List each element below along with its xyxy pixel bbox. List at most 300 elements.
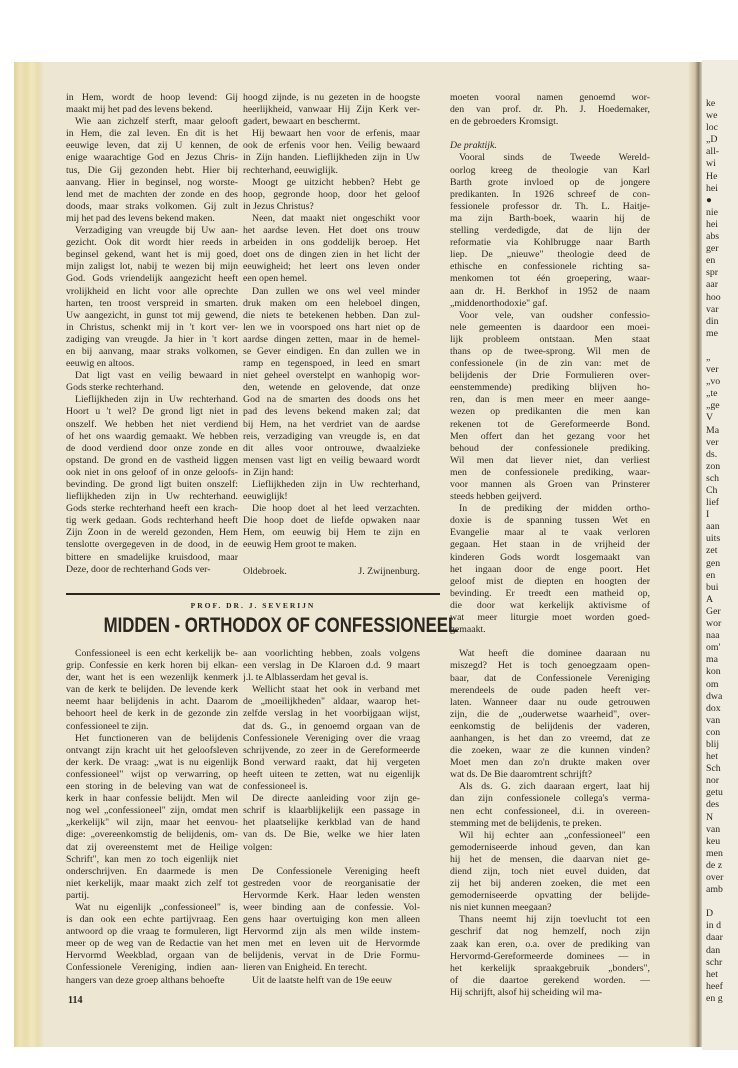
- text-line: tig werk gedaan. Gods rechterhand heeft: [66, 515, 238, 527]
- text-line: confessioneel" wijst op verwarring, op: [66, 768, 238, 780]
- text-line: geloof mist de diepten en hoogten der: [450, 575, 650, 587]
- text-line: gemaakt.: [450, 624, 486, 636]
- next-page-text-fragment: getu: [706, 787, 723, 799]
- next-page-text-fragment: I: [706, 509, 710, 521]
- next-page-text-fragment: hoo: [706, 291, 721, 303]
- text-line: aardse dingen zetten, maar in de hemel-: [243, 333, 420, 345]
- paragraph: [243, 286, 420, 480]
- article2-column-1: [66, 648, 238, 987]
- paragraph: [450, 914, 650, 999]
- next-page-text-fragment: kon: [706, 666, 721, 678]
- text-line: bevinding. Er treedt een matheid op,: [450, 587, 650, 599]
- text-line: Wat nu eigenlijk „confessioneel" is,: [75, 901, 238, 913]
- text-line: weer binding aan de confessie. Vol-: [243, 901, 420, 913]
- paragraph: [450, 830, 650, 915]
- text-line: Hervormde Kerk. Haar leden wensten: [243, 889, 420, 901]
- text-line: dat zij overeenstemt met de Heilige: [66, 841, 238, 853]
- text-line: eeuwig en altoos.: [66, 358, 135, 370]
- text-line: steeds hebben geijverd.: [450, 491, 542, 503]
- text-line: moeten vooral namen genoemd wor-: [450, 92, 650, 103]
- text-line: merendeels de oude paden heeft ver-: [450, 684, 650, 696]
- text-line: fessionele professor dr. Th. L. Haitje-: [450, 200, 650, 212]
- text-line: gemoderniseerde inhoud geven, dan kan: [450, 841, 650, 853]
- text-line: neemt haar belijdenis in acht. Daarom: [66, 696, 238, 708]
- next-page-text-fragment: nor: [706, 775, 720, 787]
- next-page-text-fragment: om': [706, 642, 721, 654]
- text-line: doods, maar straks volkomen. Gij zult: [66, 200, 238, 212]
- text-line: harten, ten troost verspreid in smarten.: [66, 297, 238, 309]
- right-column: [450, 92, 650, 999]
- text-line: eenstemmende) prediking blijven ho-: [450, 382, 650, 394]
- text-line: rekenen tot de Gereformeerde Bond.: [450, 418, 650, 430]
- next-page-text-fragment: amb: [706, 884, 723, 896]
- text-line: aanhangen, is het dan zo vreemd, dat ze: [450, 732, 650, 744]
- text-line: lieflijkheden zijn in Uw rechterhand.: [66, 491, 238, 503]
- next-page-text-fragment: all-: [706, 146, 720, 158]
- text-line: wat meer liturgie moet worden goed-: [450, 612, 650, 624]
- paragraph: [243, 793, 420, 853]
- text-line: der, want het is een wezenlijk kenmerk: [66, 672, 238, 684]
- text-line: gezicht. Ook dit wordt hier reeds in: [66, 237, 238, 249]
- text-line: of die daartoe gerekend worden. —: [450, 974, 650, 986]
- next-page-text-fragment: din: [706, 315, 719, 327]
- next-page-text-fragment: ke: [706, 98, 716, 109]
- next-page-text-fragment: [702, 896, 738, 908]
- text-line: belijdenis, vervat in de Drie Formu-: [243, 950, 420, 962]
- text-line: van ds. De Bie, welke we hier laten: [243, 829, 420, 841]
- text-line: ma zijn Barth-boek, waarin hij de: [450, 212, 650, 224]
- text-line: dan zijn confessionele collega's verma-: [450, 793, 650, 805]
- paragraph: [450, 92, 650, 128]
- page-edges: [14, 62, 44, 1047]
- text-line: gegaan. Het staan in de vrijheid der: [450, 539, 650, 551]
- paragraph: [66, 733, 238, 902]
- next-page-text-fragment: A: [706, 593, 714, 605]
- text-line: Schrift", kan men zo toch eigenlijk niet: [66, 853, 238, 865]
- text-line: lijk probleem ontstaan. Men staat: [450, 333, 650, 345]
- text-line: tenslotte overgegeven in de dood, in de: [66, 539, 238, 551]
- paragraph: [450, 152, 650, 309]
- text-line: Confessionele Vereniging, indien aan-: [66, 962, 238, 974]
- text-line: Barth grote invloed op de jongere: [450, 176, 650, 188]
- text-line: aanvang. Hier in beginsel, nog worste-: [66, 176, 238, 188]
- next-page-text-fragment: loc: [706, 122, 718, 134]
- next-page-text-fragment: in d: [706, 920, 721, 932]
- text-line: Moet men dan zo'n drukte maken over: [450, 757, 650, 769]
- text-line: Hoort u 't wel? De grond ligt niet in: [66, 406, 238, 418]
- text-line: Lieflijkheden zijn in Uw rechterhand,: [252, 479, 420, 490]
- signature-place: Oldebroek.: [243, 566, 287, 577]
- next-page-text-fragment: daar: [706, 932, 723, 944]
- text-line: zaak kan eren, o.a. over de prediking van: [450, 938, 650, 950]
- text-line: Wil hij echter aan „confessioneel" een: [459, 829, 650, 841]
- next-page-text-fragment: naa: [706, 630, 720, 642]
- text-line: miszegd? Het is toch genoegzaam open-: [450, 660, 650, 672]
- article1-column-1: [66, 92, 238, 576]
- text-line: rechterhand, eeuwiglijk.: [243, 164, 338, 176]
- paragraph: [450, 503, 650, 636]
- text-line: De Confessionele Vereniging heeft: [252, 865, 420, 877]
- next-page-text-fragment: abs: [706, 231, 720, 243]
- signature-author: J. Zwijnenburg.: [358, 566, 420, 577]
- paragraph: [243, 503, 420, 551]
- text-line: gestreden voor de reorganisatie der: [243, 877, 420, 889]
- text-line: baar, dat de Confessionele Vereniging: [450, 672, 650, 684]
- text-line: heerlijkheid, vanwaar Hij Zijn Kerk ver-: [243, 104, 420, 116]
- text-line: hoop, gegronde hoop, door het geloof: [243, 188, 420, 200]
- text-line: Die hoop doet de liefde opwaken naar: [243, 515, 420, 527]
- article2-column-2: [243, 648, 420, 987]
- next-page-text-fragment: het: [706, 751, 718, 763]
- text-line: zadiging van vreugde. Ja hier in 't kort: [66, 333, 238, 345]
- text-line: Hervormd zijn als men wilde instem-: [243, 926, 420, 938]
- text-line: hoogd zijnde, is nu gezeten in de hoogste: [243, 92, 420, 103]
- next-page-text-fragment: Ger: [706, 605, 721, 617]
- next-page-text-fragment: Sch: [706, 763, 721, 775]
- text-line: Dat ligt vast en veilig bewaard in: [75, 370, 238, 382]
- text-line: mij het pad des levens bekend maken.: [66, 212, 215, 224]
- text-line: der kerk. De vraag: „wat is nu eigenlijk: [66, 756, 238, 768]
- next-page-text-fragment: con: [706, 726, 721, 738]
- text-line: schrijvende, zo zeer in de Gereformeerde: [243, 744, 420, 756]
- text-line: In de prediking der midden ortho-: [459, 503, 650, 515]
- text-line: men de confessionele prediking, waar-: [450, 466, 650, 478]
- text-line: in Hem, die zal leven. En dit is het: [66, 128, 238, 140]
- text-line: liep. De „nieuwe" theologie deed de: [450, 249, 650, 261]
- paragraph: [66, 92, 238, 116]
- text-line: mijn zaligst lot, nabij te wezen bij mijn: [66, 261, 238, 273]
- blank-line: [450, 128, 650, 140]
- next-page-text-fragment: het: [706, 968, 718, 980]
- text-line: die niets te betekenen hebben. Dan zul-: [243, 309, 420, 321]
- next-page-text-fragment: wi: [706, 158, 716, 170]
- next-page-text-fragment: ma: [706, 654, 718, 666]
- text-line: Uw aangezicht, in gunst tot mij gewend,: [66, 309, 238, 321]
- text-line: Wie aan zichzelf sterft, maar gelooft: [75, 116, 238, 128]
- text-line: de dood verdiend door onze zonde en: [66, 442, 238, 454]
- text-line: nis niet kunnen meegaan?: [450, 902, 552, 914]
- next-page-text-fragment: D: [706, 908, 714, 920]
- text-line: een verslag in De Klaroen d.d. 9 maart: [243, 660, 420, 672]
- next-page-text-fragment: ver: [706, 436, 719, 448]
- paragraph: [450, 310, 650, 504]
- text-line: opstand. De grond en de vastheid liggen: [66, 454, 238, 466]
- text-line: lieren van Enigheid. En terecht.: [243, 962, 368, 974]
- text-line: reformatie via Kohlbrugge naar Barth: [450, 237, 650, 249]
- text-line: beginsel gekend, want het is mij goed,: [66, 249, 238, 261]
- text-line: schrif is klaarblijkelijk een passage in: [243, 805, 420, 817]
- text-line: menkomen tot één groepering, waar-: [450, 273, 650, 285]
- text-line: bevinding. De grond ligt buiten onszelf:: [66, 479, 238, 490]
- text-line: wat ds. De Bie daaromtrent schrijft?: [450, 769, 593, 781]
- text-line: predikanten. In 1926 schreef de con-: [450, 188, 650, 200]
- text-line: den van prof. dr. Ph. J. Hoedemaker,: [450, 104, 650, 116]
- text-line: een storing in de beleving van wat de: [66, 781, 238, 793]
- paragraph: [66, 394, 238, 575]
- text-line: len we in voorspoed ons hart niet op de: [243, 321, 420, 333]
- next-page-text-fragment: we: [706, 110, 718, 122]
- text-line: Gods sterke rechterhand.: [66, 382, 164, 394]
- text-line: zij het bij anderen zoeken, die met een: [450, 878, 650, 890]
- text-line: oorlog kreeg de theologie van Karl: [450, 164, 650, 176]
- text-line: Deze, door de rechterhand Gods ver-: [66, 563, 211, 575]
- text-line: gens haar overtuiging kon men alleen: [243, 914, 420, 926]
- text-line: kinderen Gods wordt losgemaakt van: [450, 551, 650, 563]
- text-line: heeft uiteen te zetten, wat nu eigenlijk: [243, 768, 420, 780]
- text-line: meer op de weg van de Redactie van het: [66, 938, 238, 950]
- text-line: tus, Die Gij gezonden hebt. Hier bij: [66, 164, 238, 176]
- paragraph: [243, 866, 420, 975]
- next-page-text-fragment: V: [706, 412, 714, 424]
- text-line: eeuwig Hem groot te maken.: [243, 539, 357, 551]
- text-line: druk maken om een heleboel dingen,: [243, 297, 420, 309]
- text-line: het ingaan door de enge poort. Het: [450, 563, 650, 575]
- text-line: ontvangt zijn kracht uit het geloofsleven: [66, 744, 238, 756]
- next-page-text-fragment: „ge: [706, 400, 720, 412]
- article1-signature: [243, 566, 420, 577]
- text-line: „middenorthodoxie" gaf.: [450, 297, 548, 309]
- text-line: Zijn Zoon in de wereld gezonden, Hem: [66, 527, 238, 539]
- next-page-text-fragment: om: [706, 678, 719, 690]
- text-line: zijn, die de „ouderwetse waarheid", over-: [450, 708, 650, 720]
- text-line: dat ds. G., in genoemd orgaan van de: [243, 720, 420, 732]
- next-page-text-fragment: spr: [706, 267, 718, 279]
- text-line: Confessioneel is een echt kerkelijk be-: [75, 648, 238, 659]
- text-line: zelfde verslag in het voorbijgaan wijst,: [243, 708, 420, 720]
- blank-line: [243, 854, 420, 866]
- text-line: eenkomstig de belijdenis der vaderen,: [450, 720, 650, 732]
- text-line: onderschrijven. En daarmede is men: [66, 865, 238, 877]
- text-line: stemming met de belijdenis, te preken.: [450, 817, 602, 829]
- text-line: doet ons de dingen zien in het licht der: [243, 249, 420, 261]
- paragraph: [243, 479, 420, 503]
- text-line: Men offert dan het gezang voor het: [450, 430, 650, 442]
- next-page-text-fragment: nie: [706, 206, 718, 218]
- text-line: stelling verdedigde, dat de lijn der: [450, 225, 650, 237]
- text-line: aan voorlichting hebben, zoals volgens: [243, 648, 420, 659]
- next-page-text-fragment: aar: [706, 279, 718, 291]
- text-line: het aardse leven. Het doet ons trouw: [243, 225, 420, 237]
- next-page-text-fragment: des: [706, 799, 720, 811]
- text-line: eeuwigheid; het leert ons leven onder: [243, 261, 420, 273]
- text-line: die zoeken, waar ze die kunnen vinden?: [450, 745, 650, 757]
- paragraph: [66, 225, 238, 370]
- text-line: Wat heeft die dominee daaraan nu: [459, 648, 650, 660]
- text-line: eeuwiglijk!: [243, 491, 288, 503]
- next-page-text-fragment: N: [706, 811, 714, 823]
- text-line: dige: „overeenkomstig de belijdenis, om-: [66, 829, 238, 841]
- text-line: Het functioneren van de belijdenis: [75, 732, 238, 744]
- text-line: Hij schrijft, alsof hij scheiding wil ma-: [450, 986, 603, 998]
- paragraph: [66, 902, 238, 987]
- text-line: bij Hem, na het verdriet van de aardse: [243, 418, 420, 430]
- text-line: partij.: [66, 889, 90, 901]
- article-byline: PROF. DR. J. SEVERIJN: [190, 601, 316, 610]
- text-line: Dan zullen we ons wel veel minder: [252, 285, 420, 297]
- text-line: hangers van deze groep althans behoefte: [66, 974, 225, 986]
- text-line: gadert, bewaart en beschermt.: [243, 116, 361, 128]
- next-page-text-fragment: [702, 340, 738, 352]
- text-line: vrolijkheid en licht voor alle oprechte: [66, 285, 238, 297]
- section-heading: De praktijk.: [450, 140, 497, 152]
- section-divider: [66, 593, 440, 595]
- next-page-text-fragment: dwa: [706, 690, 723, 702]
- text-line: belijdenis der Drie Formulieren over-: [450, 370, 650, 382]
- text-line: onszelf. We hebben het niet verdiend: [66, 418, 238, 430]
- text-line: Confessionele Vereniging over die vraag: [243, 732, 420, 744]
- paragraph: [66, 648, 238, 733]
- text-line: Wil men dat liever niet, dan verliest: [450, 454, 650, 466]
- text-line: Hem, om eeuwig bij Hem te zijn en: [243, 527, 420, 539]
- text-line: God. Gods vriendelijk aangezicht heeft: [66, 273, 238, 285]
- text-line: Hij bewaart hen voor de erfenis, maar: [252, 128, 420, 140]
- next-page-text-fragment: gen: [706, 557, 721, 569]
- text-line: confessioneel is.: [243, 781, 308, 793]
- next-page-text-fragment: zon: [706, 460, 721, 472]
- text-line: men met en leven uit de Hervormde: [243, 938, 420, 950]
- next-page-text-fragment: men: [706, 847, 723, 859]
- next-page-text-fragment: en g: [706, 992, 723, 1004]
- article-title-container: [66, 613, 459, 641]
- article-title: MIDDEN - ORTHODOX OF CONFESSIONEEL: [103, 614, 459, 637]
- blank-line: [450, 636, 650, 648]
- next-page-text-fragment: over: [706, 872, 724, 883]
- text-line: ook de erfenis voor hen. Veilig bewaard: [243, 140, 420, 152]
- text-line: eeuwige leven, dat zij U kennen, de: [66, 140, 238, 152]
- text-line: die door wat kerkelijk aktivisme of: [450, 599, 650, 611]
- text-line: dit alles voor ontrouwe, dwaalzieke: [243, 442, 420, 454]
- text-line: Evangelie maar al te vaak verloren: [450, 527, 650, 539]
- text-line: pad des levens bekend maken zal; dat: [243, 406, 420, 418]
- next-page-text-fragment: van: [706, 714, 721, 726]
- text-line: Lieflijkheden zijn in Uw rechterhand.: [75, 394, 238, 406]
- next-page-text-fragment: He: [706, 170, 718, 182]
- text-line: Die hoop doet al het leed verzachten.: [252, 503, 420, 515]
- text-line: ook niet in ons geloof of in onze geloofs-: [66, 466, 238, 478]
- paragraph: [243, 92, 420, 128]
- text-line: reis, verzadiging van vreugde is, en dat: [243, 430, 420, 442]
- next-page-text-fragment: lief: [706, 497, 720, 509]
- text-line: mensen vast ligt en veilig bewaard wordt: [243, 454, 420, 466]
- text-line: Gods sterke rechterhand heeft een krach-: [66, 503, 238, 515]
- text-line: en de gebroeders Kromsigt.: [450, 116, 559, 128]
- text-line: doxie is de spanning tussen Wet en: [450, 515, 650, 527]
- text-line: antwoord op die vraag te formuleren, ligt: [66, 926, 238, 938]
- text-line: niet geheel overstelpt en wanhopig wor-: [243, 370, 420, 382]
- next-page-text-fragment: keu: [706, 835, 721, 847]
- text-line: volgen:: [243, 841, 273, 853]
- next-page-text-fragment: var: [706, 303, 719, 315]
- text-line: lend met de machten der zonde en des: [66, 188, 238, 200]
- paragraph: [66, 116, 238, 225]
- next-page-text-fragment: Ma: [706, 424, 720, 436]
- next-page-text-fragment: bui: [706, 581, 719, 593]
- next-page-text-fragment: blij: [706, 738, 720, 750]
- next-page-text-fragment: hei: [706, 218, 718, 230]
- text-line: nen echt confessioneel, d.i. in overeen-: [450, 805, 650, 817]
- text-line: God na de smarten des doods ons het: [243, 394, 420, 406]
- paragraph: [243, 975, 420, 987]
- text-line: se Gever eindigen. En dan zullen we in: [243, 345, 420, 357]
- next-page-text-fragment: hei: [706, 182, 718, 194]
- next-page-fragment: [702, 60, 738, 1050]
- next-page-text-fragment: dox: [706, 702, 721, 714]
- next-page-text-fragment: en: [706, 255, 716, 267]
- text-line: behoort heel de kerk in de gezonde zin: [66, 708, 238, 720]
- text-line: den, wetende en gelovende, dat onze: [243, 382, 420, 394]
- text-line: van de kerk te belijden. De levende kerk: [66, 684, 238, 696]
- text-line: Voor vele, van oudsher confessio-: [459, 309, 650, 321]
- text-line: in Zijn hand:: [243, 466, 294, 478]
- paragraph: [243, 648, 420, 684]
- next-page-text-fragment: dan: [706, 944, 721, 956]
- next-page-text-fragment: ger: [706, 243, 719, 255]
- text-line: bittere en smadelijke kruisdood, maar: [66, 551, 238, 563]
- text-line: het kerkelijk spraakgebruik „bonders",: [450, 962, 650, 974]
- next-page-text-fragment: „vo: [706, 376, 721, 388]
- text-line: Wellicht staat het ook in verband met: [252, 684, 420, 696]
- text-line: ramp en tegenspoed, in leed en smart: [243, 358, 420, 370]
- text-line: Verzadiging van vreugde bij Uw aan-: [75, 225, 238, 237]
- text-line: of het ons waardig gemaakt. We hebben: [66, 430, 238, 442]
- text-line: het plaatselijke kerkblad van de hand: [243, 817, 420, 829]
- text-line: de „moeilijkheden" aldaar, waarop het-: [243, 696, 420, 708]
- text-line: en bij aanvang, maar straks volkomen,: [66, 345, 238, 357]
- book-gutter: [688, 62, 702, 1047]
- article1-column-2: [243, 92, 420, 552]
- text-line: Hervormd-Gereformeerde dominees — in: [450, 950, 650, 962]
- text-line: een open hemel.: [243, 273, 307, 285]
- text-line: Uit de laatste helft van de 19e eeuw: [252, 974, 393, 986]
- next-page-text-fragment: en: [706, 569, 716, 581]
- text-line: diend zijn, toch niet euvel duiden, dat: [450, 866, 650, 877]
- next-page-text-fragment: van: [706, 823, 721, 835]
- text-line: De directe aanleiding voor zijn ge-: [252, 793, 420, 805]
- text-line: geschrif dat nog hemzelf, noch zijn: [450, 926, 650, 938]
- text-line: aan dr. H. Berkhof in 1952 de naam: [450, 285, 650, 297]
- text-line: confessionele (in de zin van: met de: [450, 358, 650, 370]
- text-line: is dan ook een echte partijvraag. Een: [66, 914, 238, 926]
- next-page-text-fragment: Ch: [706, 485, 718, 496]
- paragraph: [243, 128, 420, 176]
- paragraph: [450, 648, 650, 781]
- text-line: ren, dan is men meer en meer aange-: [450, 394, 650, 406]
- text-line: „kerkelijk" wil zijn, maar het eenvou-: [66, 817, 238, 829]
- text-line: Vooral sinds de Tweede Wereld-: [459, 152, 650, 164]
- text-line: enige waarachtige God en Jezus Chris-: [66, 152, 238, 164]
- text-line: Hervormd Weekblad, orgaan van de: [66, 950, 238, 962]
- text-line: thans op de twee-sprong. Wil men de: [450, 345, 650, 357]
- paragraph: [243, 213, 420, 286]
- next-page-text-fragment: „te: [706, 388, 718, 400]
- text-line: gemoderniseerde opvatting der belijde-: [450, 890, 650, 902]
- paragraph: [243, 177, 420, 213]
- text-line: in Hem, wordt de hoop levend: Gij: [66, 92, 238, 103]
- paragraph: [450, 781, 650, 829]
- next-page-text-fragment: ver: [706, 364, 719, 376]
- text-line: confessioneel te zijn.: [66, 720, 149, 732]
- text-line: behoud der confessionele prediking.: [450, 442, 650, 454]
- text-line: nele gemeenten is daardoor een moei-: [450, 321, 650, 333]
- next-page-text-fragment: me: [706, 327, 718, 339]
- next-page-text-fragment: heef: [706, 980, 723, 992]
- paragraph: [66, 370, 238, 394]
- next-page-text-fragment: uits: [706, 533, 721, 545]
- next-page-text-fragment: de z: [706, 859, 723, 871]
- text-line: nog wel „confessioneel" zijn, omdat men: [66, 805, 238, 817]
- text-line: niet kerkelijk, maar maakt zich zelf tot: [66, 877, 238, 889]
- text-line: Thans neemt hij zijn toevlucht tot een: [459, 914, 650, 926]
